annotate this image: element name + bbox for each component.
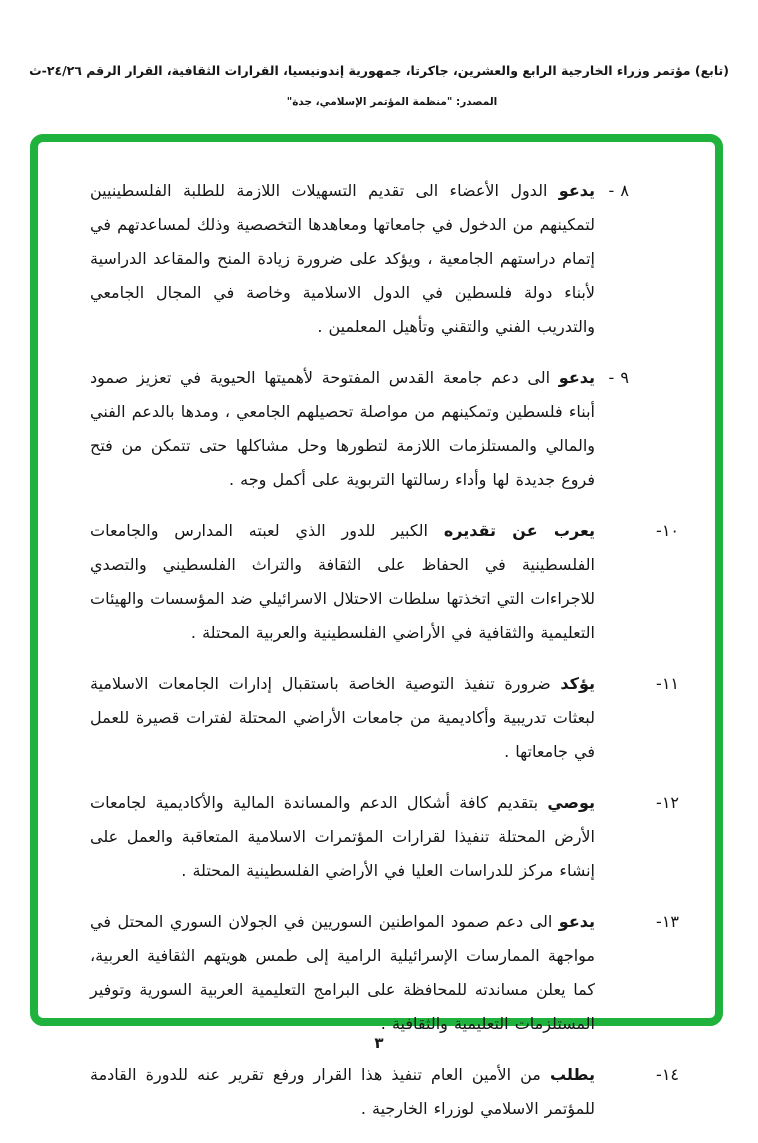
clause-text: ضرورة تنفيذ التوصية الخاصة باستقبال إدارات الجامعات الاسلامية لبعثات تدريبية وأكاديمية من جامعات الأراضي المحتلة لفترات قصيرة للعمل في جامعاتها . xyxy=(90,674,595,761)
clause-number: ٨ - xyxy=(608,181,629,200)
clause-text: الى دعم صمود المواطنين السوريين في الجولان السوري المحتل في مواجهة الممارسات الإسرائيلية الرامية إلى طمس هويتهم الثقافية العربية، كما يعلن مساندته للمحافظة على البرامج التعليمية العربية السورية وتوفير المستلزمات التعليمية والثقافية . xyxy=(90,912,595,1033)
document-header-line: (تابع) مؤتمر وزراء الخارجية الرابع والعشرين، جاكرتا، جمهورية إندونيسيا، القرارات الثقافية، القرار الرقم ٢٤/٢٦-ث xyxy=(29,63,729,78)
clause-9 xyxy=(90,361,679,497)
clause-11 xyxy=(90,667,679,769)
document-source-line: المصدر: "منظمة المؤتمر الإسلامي، جدة" xyxy=(286,96,498,108)
clause-number: ١٠- xyxy=(656,521,679,540)
clause-lead-word: يدعو xyxy=(558,181,596,200)
clause-lead-word: يدعو xyxy=(558,368,595,387)
clauses-list xyxy=(90,174,679,1143)
clause-lead-word: يوصي xyxy=(547,793,595,812)
clause-8 xyxy=(90,174,679,344)
clause-text: بتقديم كافة أشكال الدعم والمساندة المالية والأكاديمية لجامعات الأرض المحتلة تنفيذا لقرارات المؤتمرات الاسلامية المتعاقبة والعمل على إنشاء مركز للدراسات العليا في الأراضي الفلسطينية المحتلة . xyxy=(90,793,595,880)
clause-12 xyxy=(90,786,679,888)
clause-text: من الأمين العام تنفيذ هذا القرار ورفع تقرير عنه للدورة القادمة للمؤتمر الاسلامي لوزراء الخارجية . xyxy=(90,1065,595,1118)
clause-text: الدول الأعضاء الى تقديم التسهيلات اللازمة للطلبة الفلسطينيين لتمكينهم من الدخول في جامعاتها ومعاهدها التخصصية وذلك لمساعدتهم في إتمام دراستهم الجامعية ، ويؤكد على ضرورة زيادة المنح والمقاعد الدراسية لأبناء دولة فلسطين في الدول الاسلامية وخاصة في المجال الجامعي والتدريب الفني والتقني وتأهيل المعلمين . xyxy=(90,181,595,336)
clause-text: الكبير للدور الذي لعبته المدارس والجامعات الفلسطينية في الحفاظ على الثقافة والتراث الفلسطيني والتصدي للاجراءات التي اتخذتها سلطات الاحتلال الاسرائيلي ضد المؤسسات والهيئات التعليمية والثقافية في الأراضي الفلسطينية والعربية المحتلة . xyxy=(90,521,595,642)
clause-number: ١١- xyxy=(656,674,679,693)
clause-lead-word: يطلب xyxy=(549,1065,595,1084)
clause-lead-word: يدعو xyxy=(558,912,595,931)
clause-13 xyxy=(90,905,679,1041)
clause-number: ١٤- xyxy=(656,1065,679,1084)
document-frame xyxy=(30,134,723,1118)
clause-number: ٩ - xyxy=(608,368,629,387)
clause-lead-word: يعرب عن تقديره xyxy=(443,521,595,540)
clause-number: ١٣- xyxy=(656,912,679,931)
clause-text: الى دعم جامعة القدس المفتوحة لأهميتها الحيوية في تعزيز صمود أبناء فلسطين وتمكينهم من مواصلة تحصيلهم الجامعي ، ومدها بالدعم الفني والمالي والمستلزمات اللازمة لتطورها وحل مشاكلها حتى تتمكن من فتح فروع جديدة لها وأداء رسالتها التربوية على أكمل وجه . xyxy=(90,368,595,489)
clause-number: ١٢- xyxy=(656,793,679,812)
clause-14 xyxy=(90,1058,679,1126)
clause-10 xyxy=(90,514,679,650)
clause-lead-word: يؤكد xyxy=(560,674,595,693)
page-number: ٣ xyxy=(374,1034,384,1052)
